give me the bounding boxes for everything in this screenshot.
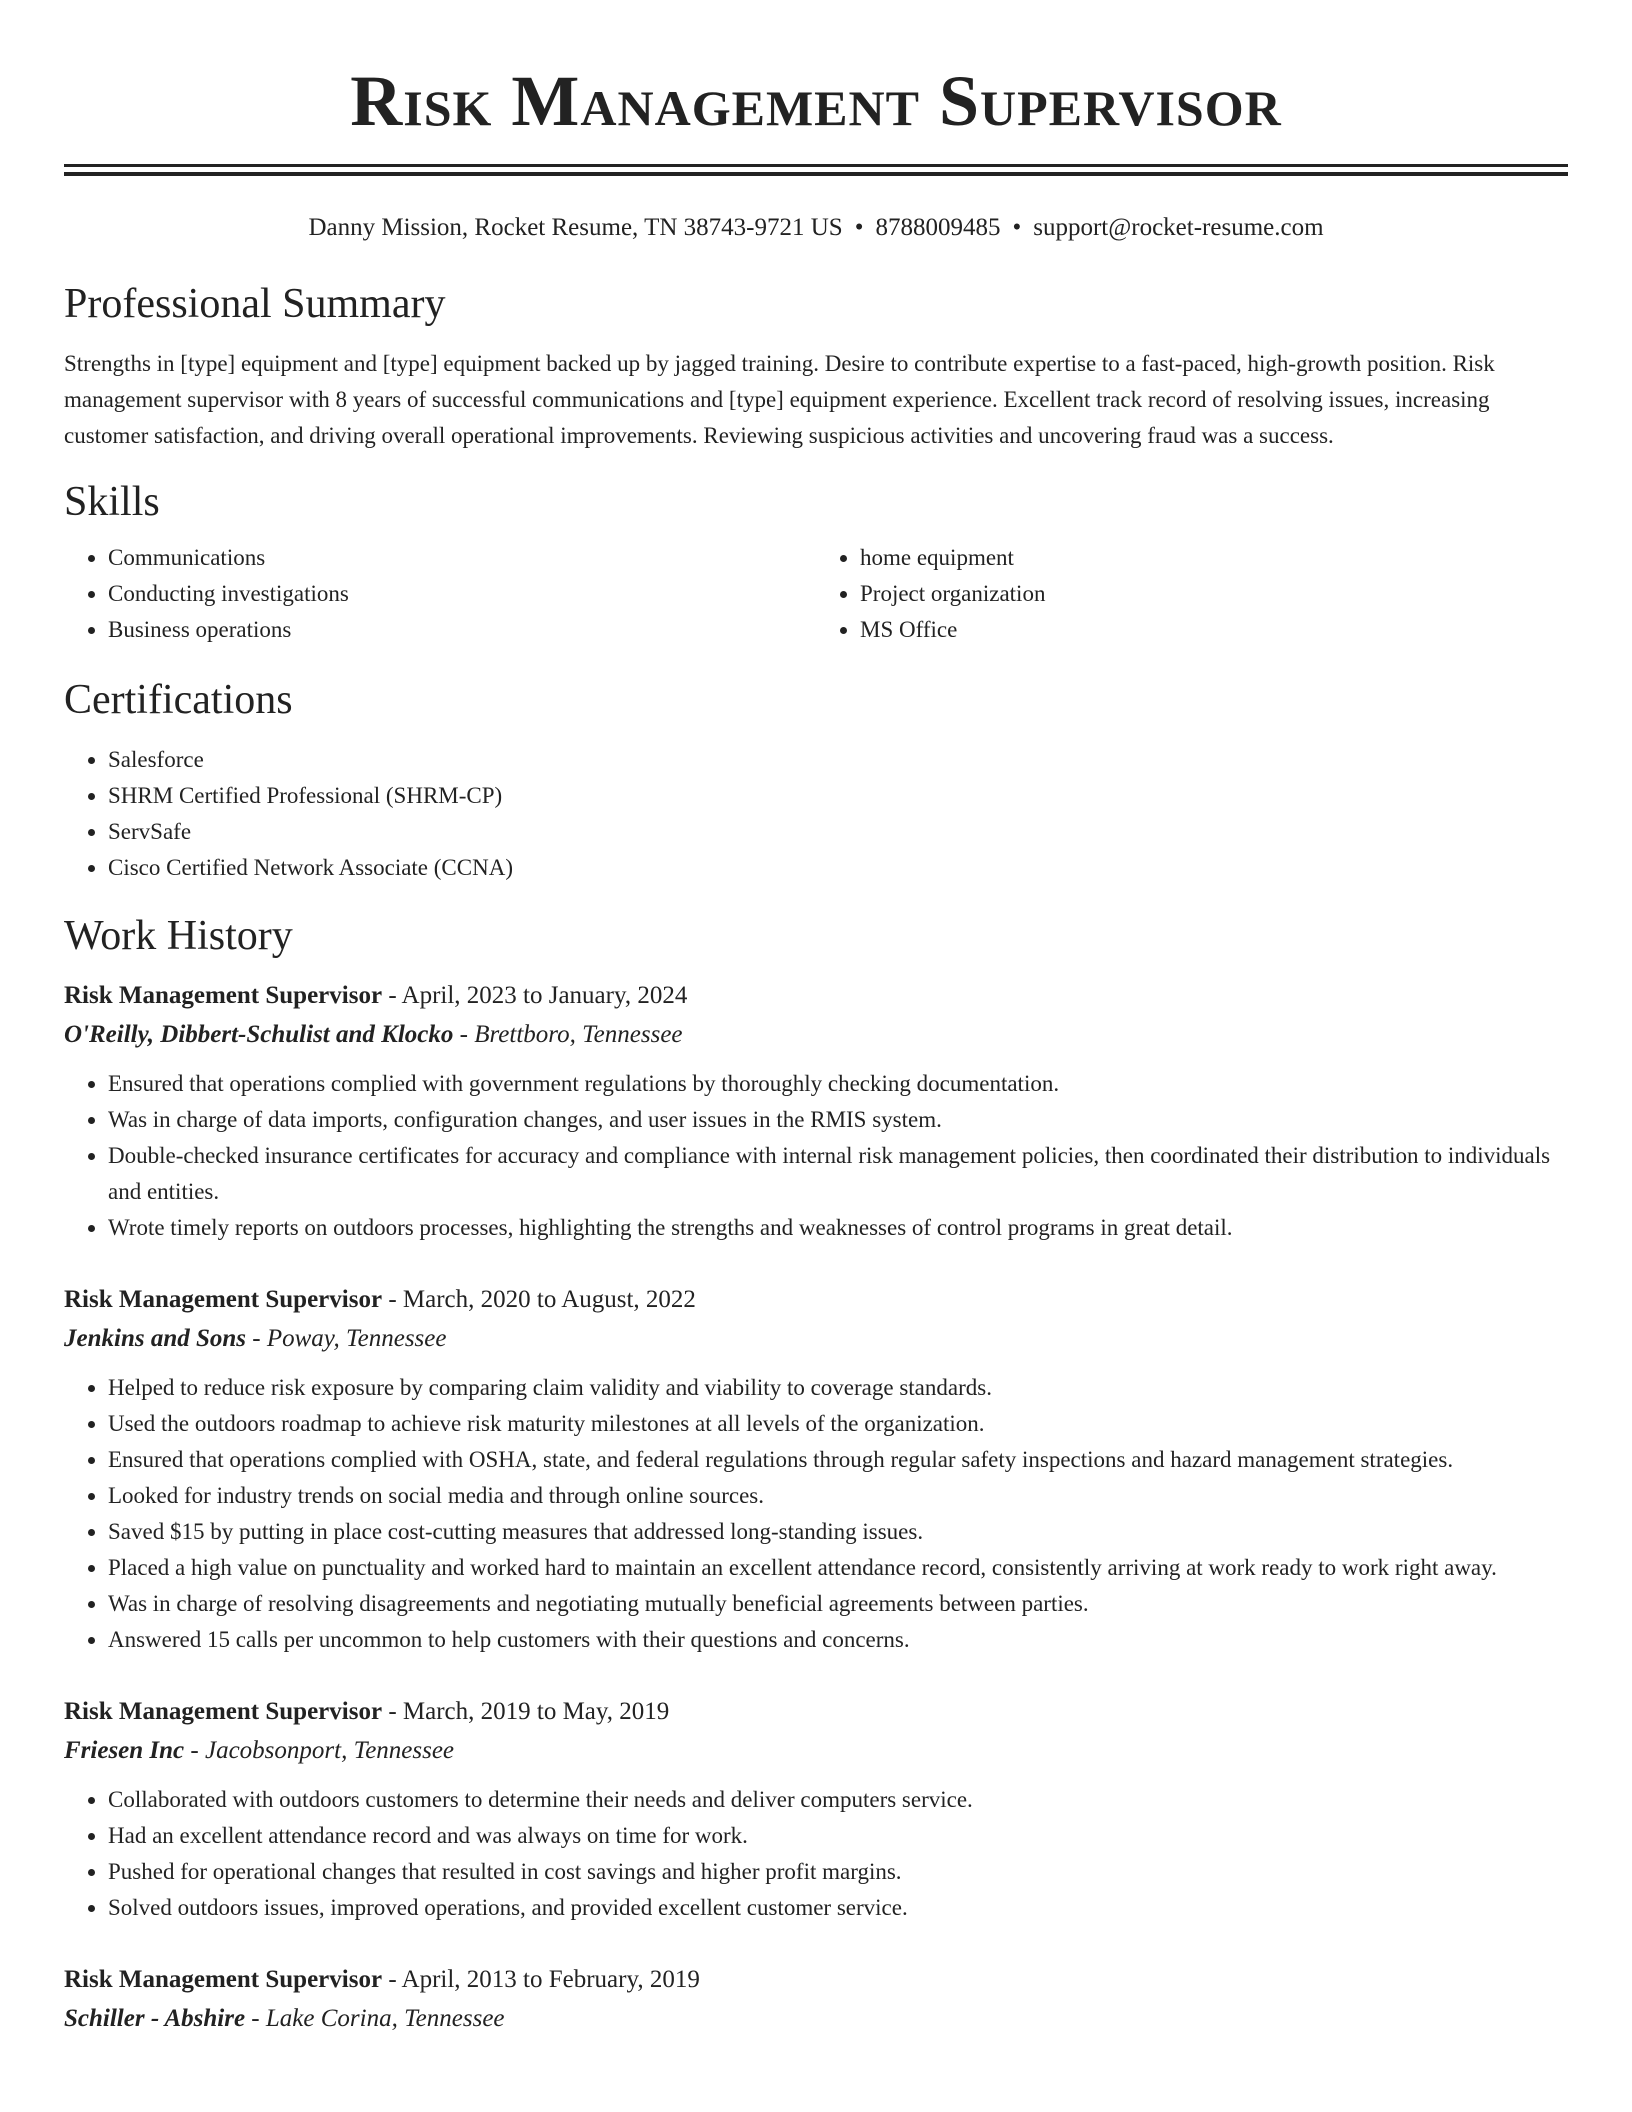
- contact-email: support@rocket-resume.com: [1033, 214, 1324, 241]
- title-rule-thick: [64, 172, 1568, 176]
- company-name: Friesen Inc: [64, 1737, 185, 1764]
- job-dash: -: [388, 1966, 397, 1993]
- company-name: Schiller - Abshire: [64, 2005, 246, 2032]
- job-title-line: [64, 1692, 1568, 1732]
- duties-list: [64, 1066, 1568, 1246]
- skills-list-right: [816, 540, 1568, 648]
- certification-item: • SHRM Certified Professional (SHRM-CP): [108, 778, 1568, 814]
- duty-item: • Helped to reduce risk exposure by comparing claim validity and viability to coverage standards.: [108, 1370, 1568, 1406]
- duty-item: • Wrote timely reports on outdoors processes, highlighting the strengths and weaknesses of control programs in great detail.: [108, 1210, 1568, 1246]
- job-dates: March, 2019 to May, 2019: [402, 1698, 670, 1725]
- summary-heading: Professional Summary: [64, 281, 446, 327]
- company-line: [64, 1732, 1568, 1770]
- contact-separator: •: [854, 214, 864, 241]
- duty-item: • Placed a high value on punctuality and worked hard to maintain an excellent attendance record, consistently arriving at work ready to work right away.: [108, 1550, 1568, 1586]
- certification-item: • Cisco Certified Network Associate (CCNA): [108, 850, 1568, 886]
- job-dates: April, 2013 to February, 2019: [401, 1966, 700, 1993]
- certifications-heading: Certifications: [64, 677, 293, 723]
- company-location: Lake Corina, Tennessee: [265, 2005, 505, 2032]
- job-title: Risk Management Supervisor: [64, 1286, 383, 1313]
- duty-item: • Used the outdoors roadmap to achieve risk maturity milestones at all levels of the organization.: [108, 1406, 1568, 1442]
- contact-address: Danny Mission, Rocket Resume, TN 38743-9721 US: [308, 214, 843, 241]
- duties-list: [64, 1370, 1568, 1658]
- duty-item: • Looked for industry trends on social media and through online sources.: [108, 1478, 1568, 1514]
- duty-item: • Was in charge of resolving disagreements and negotiating mutually beneficial agreements between parties.: [108, 1586, 1568, 1622]
- job-title-line: [64, 1280, 1568, 1320]
- duty-item: • Collaborated with outdoors customers to determine their needs and deliver computers service.: [108, 1782, 1568, 1818]
- company-line: [64, 1320, 1568, 1358]
- contact-line: [64, 212, 1568, 244]
- company-dash: -: [459, 1021, 468, 1048]
- company-location: Jacobsonport, Tennessee: [204, 1737, 455, 1764]
- resume-title: Risk Management Supervisor: [350, 61, 1282, 141]
- job-title-line: [64, 976, 1568, 1016]
- duty-item: • Was in charge of data imports, configuration changes, and user issues in the RMIS system.: [108, 1102, 1568, 1138]
- skills-list-left: [64, 540, 816, 648]
- skill-item: • Project organization: [860, 576, 1568, 612]
- company-dash: -: [252, 1325, 261, 1352]
- job-title: Risk Management Supervisor: [64, 1966, 383, 1993]
- job-title: Risk Management Supervisor: [64, 982, 383, 1009]
- skill-item: • Conducting investigations: [108, 576, 816, 612]
- company-name: O'Reilly, Dibbert-Schulist and Klocko: [64, 1021, 454, 1048]
- duty-item: • Answered 15 calls per uncommon to help customers with their questions and concerns.: [108, 1622, 1568, 1658]
- resume-page: [64, 0, 1568, 2038]
- company-line: [64, 1016, 1568, 1054]
- job-title-line: [64, 1960, 1568, 2000]
- company-name: Jenkins and Sons: [64, 1325, 247, 1352]
- job-dates: April, 2023 to January, 2024: [401, 982, 688, 1009]
- skills-columns: [64, 540, 1568, 648]
- company-location: Poway, Tennessee: [266, 1325, 447, 1352]
- skill-item: • Business operations: [108, 612, 816, 648]
- skill-item: • home equipment: [860, 540, 1568, 576]
- duty-item: • Pushed for operational changes that resulted in cost savings and higher profit margins.: [108, 1854, 1568, 1890]
- job-entry: [64, 1960, 1568, 2038]
- certification-item: • ServSafe: [108, 814, 1568, 850]
- job-entry: [64, 1280, 1568, 1658]
- company-dash: -: [251, 2005, 260, 2032]
- skill-item: • Communications: [108, 540, 816, 576]
- duty-item: • Ensured that operations complied with government regulations by thoroughly checking documentation.: [108, 1066, 1568, 1102]
- skills-heading: Skills: [64, 479, 160, 525]
- job-dash: -: [388, 982, 397, 1009]
- company-location: Brettboro, Tennessee: [474, 1021, 683, 1048]
- skill-item: • MS Office: [860, 612, 1568, 648]
- job-entry: [64, 976, 1568, 1246]
- certification-item: • Salesforce: [108, 742, 1568, 778]
- contact-phone: 8788009485: [875, 214, 1001, 241]
- summary-text: Strengths in [type] equipment and [type] equipment backed up by jagged training. Desire to contribute expertise to a fast-paced, high-growth position. Risk management supervisor with 8 years of successful communications and [type] equipment experience. Excellent track record of resolving issues, increasing customer satisfaction, and driving overall operational improvements. Reviewing suspicious activities and uncovering fraud was a success.: [64, 351, 1495, 448]
- job-title: Risk Management Supervisor: [64, 1698, 383, 1725]
- job-dash: -: [388, 1286, 397, 1313]
- duty-item: • Had an excellent attendance record and was always on time for work.: [108, 1818, 1568, 1854]
- duty-item: • Ensured that operations complied with OSHA, state, and federal regulations through regular safety inspections and hazard management strategies.: [108, 1442, 1568, 1478]
- duties-list: [64, 1782, 1568, 1926]
- duty-item: • Saved $15 by putting in place cost-cutting measures that addressed long-standing issues.: [108, 1514, 1568, 1550]
- duty-item: • Solved outdoors issues, improved operations, and provided excellent customer service.: [108, 1890, 1568, 1926]
- duty-item: • Double-checked insurance certificates for accuracy and compliance with internal risk management policies, then coordinated their distribution to individuals and entities.: [108, 1138, 1568, 1210]
- job-entry: [64, 1692, 1568, 1926]
- work-history-heading: Work History: [64, 913, 293, 959]
- contact-separator: •: [1012, 214, 1022, 241]
- company-line: [64, 2000, 1568, 2038]
- title-rule-thin: [64, 164, 1568, 167]
- certifications-list: [64, 742, 1568, 886]
- job-dash: -: [388, 1698, 397, 1725]
- company-dash: -: [190, 1737, 199, 1764]
- job-dates: March, 2020 to August, 2022: [402, 1286, 696, 1313]
